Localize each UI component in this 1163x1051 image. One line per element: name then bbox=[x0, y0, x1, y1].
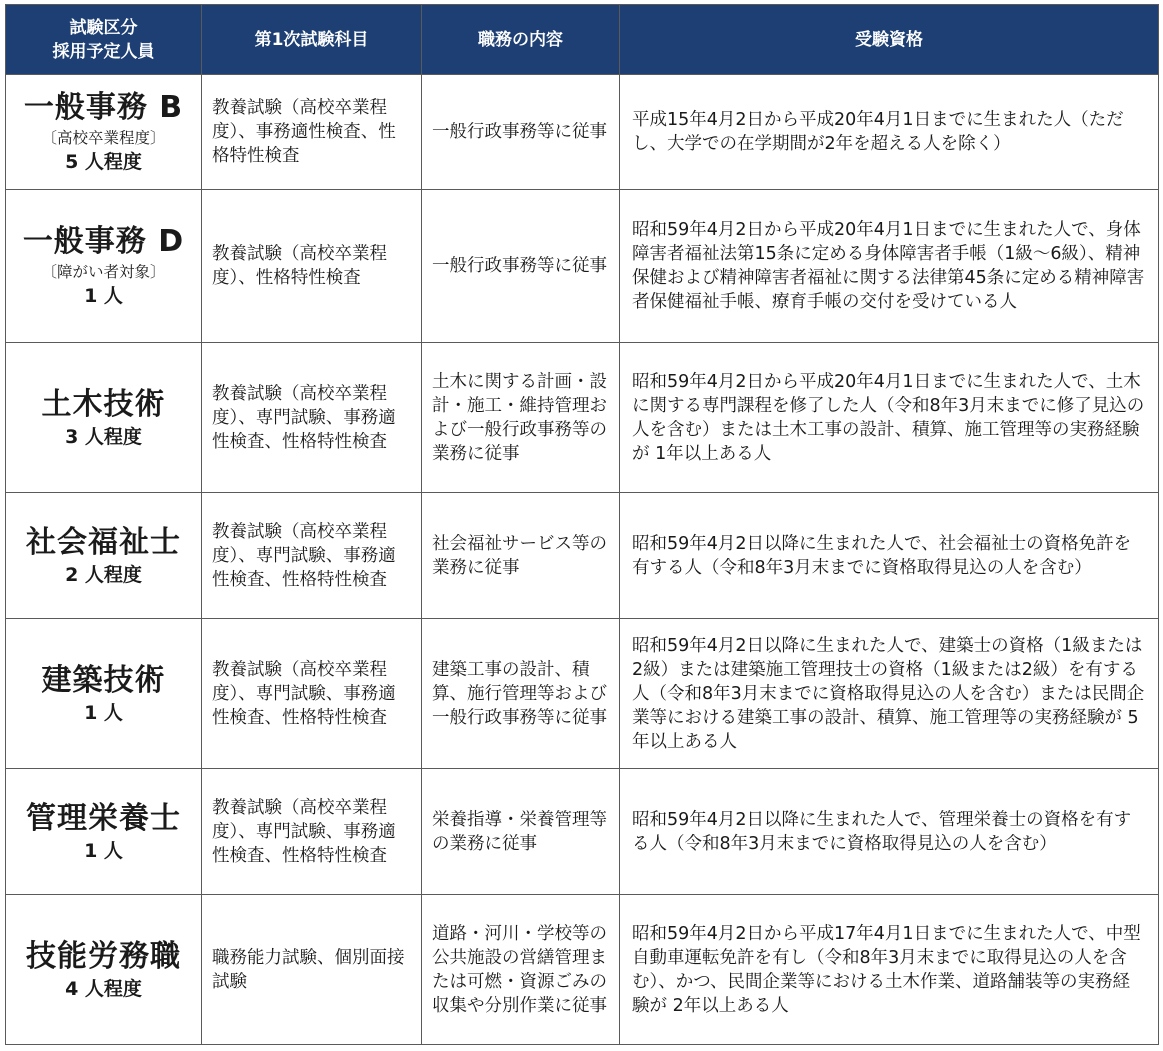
category-cell bbox=[6, 619, 202, 769]
header-duties: 職務の内容 bbox=[422, 5, 620, 75]
table-row bbox=[6, 75, 1159, 190]
subjects-cell: 教養試験（高校卒業程度）、専門試験、事務適性検査、性格特性検査 bbox=[202, 619, 422, 769]
duties-cell: 社会福祉サービス等の業務に従事 bbox=[422, 493, 620, 619]
subjects-cell: 教養試験（高校卒業程度）、性格特性検査 bbox=[202, 190, 422, 343]
category-count: 1 人 bbox=[84, 701, 123, 724]
category-name: 一般事務 D bbox=[22, 224, 185, 259]
qualification-cell: 昭和59年4月2日から平成17年4月1日までに生まれた人で、中型自動車運転免許を有し（令和8年3月末までに取得見込の人を含む）、かつ、民間企業等における土木作業、道路舗装等の実務経験が 2年以上ある人 bbox=[620, 895, 1159, 1045]
duties-cell: 一般行政事務等に従事 bbox=[422, 75, 620, 190]
header-category bbox=[6, 5, 202, 75]
table-row bbox=[6, 493, 1159, 619]
qualification-cell: 昭和59年4月2日から平成20年4月1日までに生まれた人で、土木に関する専門課程を修了した人（令和8年3月末までに修了見込の人を含む）または土木工事の設計、積算、施工管理等の実務経験が 1年以上ある人 bbox=[620, 343, 1159, 493]
header-category-line1: 試験区分 bbox=[69, 17, 138, 38]
category-name: 土木技術 bbox=[41, 386, 166, 422]
qualification-cell: 昭和59年4月2日以降に生まれた人で、管理栄養士の資格を有する人（令和8年3月末までに資格取得見込の人を含む） bbox=[620, 769, 1159, 895]
header-row bbox=[6, 5, 1159, 75]
subjects-cell: 教養試験（高校卒業程度）、専門試験、事務適性検査、性格特性検査 bbox=[202, 769, 422, 895]
category-cell bbox=[6, 493, 202, 619]
table-row bbox=[6, 190, 1159, 343]
category-sub: 〔高校卒業程度〕 bbox=[41, 129, 166, 147]
category-name: 技能労務職 bbox=[26, 938, 181, 974]
category-count: 2 人程度 bbox=[65, 563, 142, 586]
category-cell bbox=[6, 190, 202, 343]
category-cell bbox=[6, 895, 202, 1045]
category-name: 一般事務 B bbox=[23, 90, 184, 125]
header-qualification: 受験資格 bbox=[620, 5, 1159, 75]
subjects-cell: 教養試験（高校卒業程度）、事務適性検査、性格特性検査 bbox=[202, 75, 422, 190]
qualification-cell: 昭和59年4月2日から平成20年4月1日までに生まれた人で、身体障害者福祉法第15条に定める身体障害者手帳（1級〜6級）、精神保健および精神障害者福祉に関する法律第45条に定める精神障害者保健福祉手帳、療育手帳の交付を受けている人 bbox=[620, 190, 1159, 343]
qualification-cell: 昭和59年4月2日以降に生まれた人で、建築士の資格（1級または2級）または建築施工管理技士の資格（1級または2級）を有する人（令和8年3月末までに資格取得見込の人を含む）または民間企業等における建築工事の設計、積算、施工管理等の実務経験が 5年以上ある人 bbox=[620, 619, 1159, 769]
header-category-line2: 採用予定人員 bbox=[52, 41, 155, 62]
category-name: 社会福祉士 bbox=[26, 524, 181, 560]
category-name: 管理栄養士 bbox=[26, 800, 181, 836]
category-count: 3 人程度 bbox=[65, 425, 142, 448]
header-subjects: 第1次試験科目 bbox=[202, 5, 422, 75]
qualification-cell: 平成15年4月2日から平成20年4月1日までに生まれた人（ただし、大学での在学期間が2年を超える人を除く） bbox=[620, 75, 1159, 190]
category-name: 建築技術 bbox=[41, 662, 166, 698]
category-count: 1 人 bbox=[84, 839, 123, 862]
duties-cell: 栄養指導・栄養管理等の業務に従事 bbox=[422, 769, 620, 895]
table-row bbox=[6, 769, 1159, 895]
category-count: 1 人 bbox=[84, 285, 123, 307]
subjects-cell: 教養試験（高校卒業程度）、専門試験、事務適性検査、性格特性検査 bbox=[202, 343, 422, 493]
duties-cell: 道路・河川・学校等の公共施設の営繕管理または可燃・資源ごみの収集や分別作業に従事 bbox=[422, 895, 620, 1045]
table-row bbox=[6, 343, 1159, 493]
category-cell bbox=[6, 75, 202, 190]
duties-cell: 一般行政事務等に従事 bbox=[422, 190, 620, 343]
recruitment-table bbox=[5, 4, 1159, 1045]
duties-cell: 建築工事の設計、積算、施行管理等および一般行政事務等に従事 bbox=[422, 619, 620, 769]
subjects-cell: 教養試験（高校卒業程度）、専門試験、事務適性検査、性格特性検査 bbox=[202, 493, 422, 619]
category-sub: 〔障がい者対象〕 bbox=[41, 263, 166, 281]
duties-cell: 土木に関する計画・設計・施工・維持管理および一般行政事務等の業務に従事 bbox=[422, 343, 620, 493]
category-cell bbox=[6, 769, 202, 895]
table-row bbox=[6, 895, 1159, 1045]
table-row bbox=[6, 619, 1159, 769]
category-cell bbox=[6, 343, 202, 493]
category-count: 4 人程度 bbox=[65, 977, 142, 1000]
subjects-cell: 職務能力試験、個別面接試験 bbox=[202, 895, 422, 1045]
qualification-cell: 昭和59年4月2日以降に生まれた人で、社会福祉士の資格免許を有する人（令和8年3月末までに資格取得見込の人を含む） bbox=[620, 493, 1159, 619]
category-count: 5 人程度 bbox=[65, 151, 142, 173]
